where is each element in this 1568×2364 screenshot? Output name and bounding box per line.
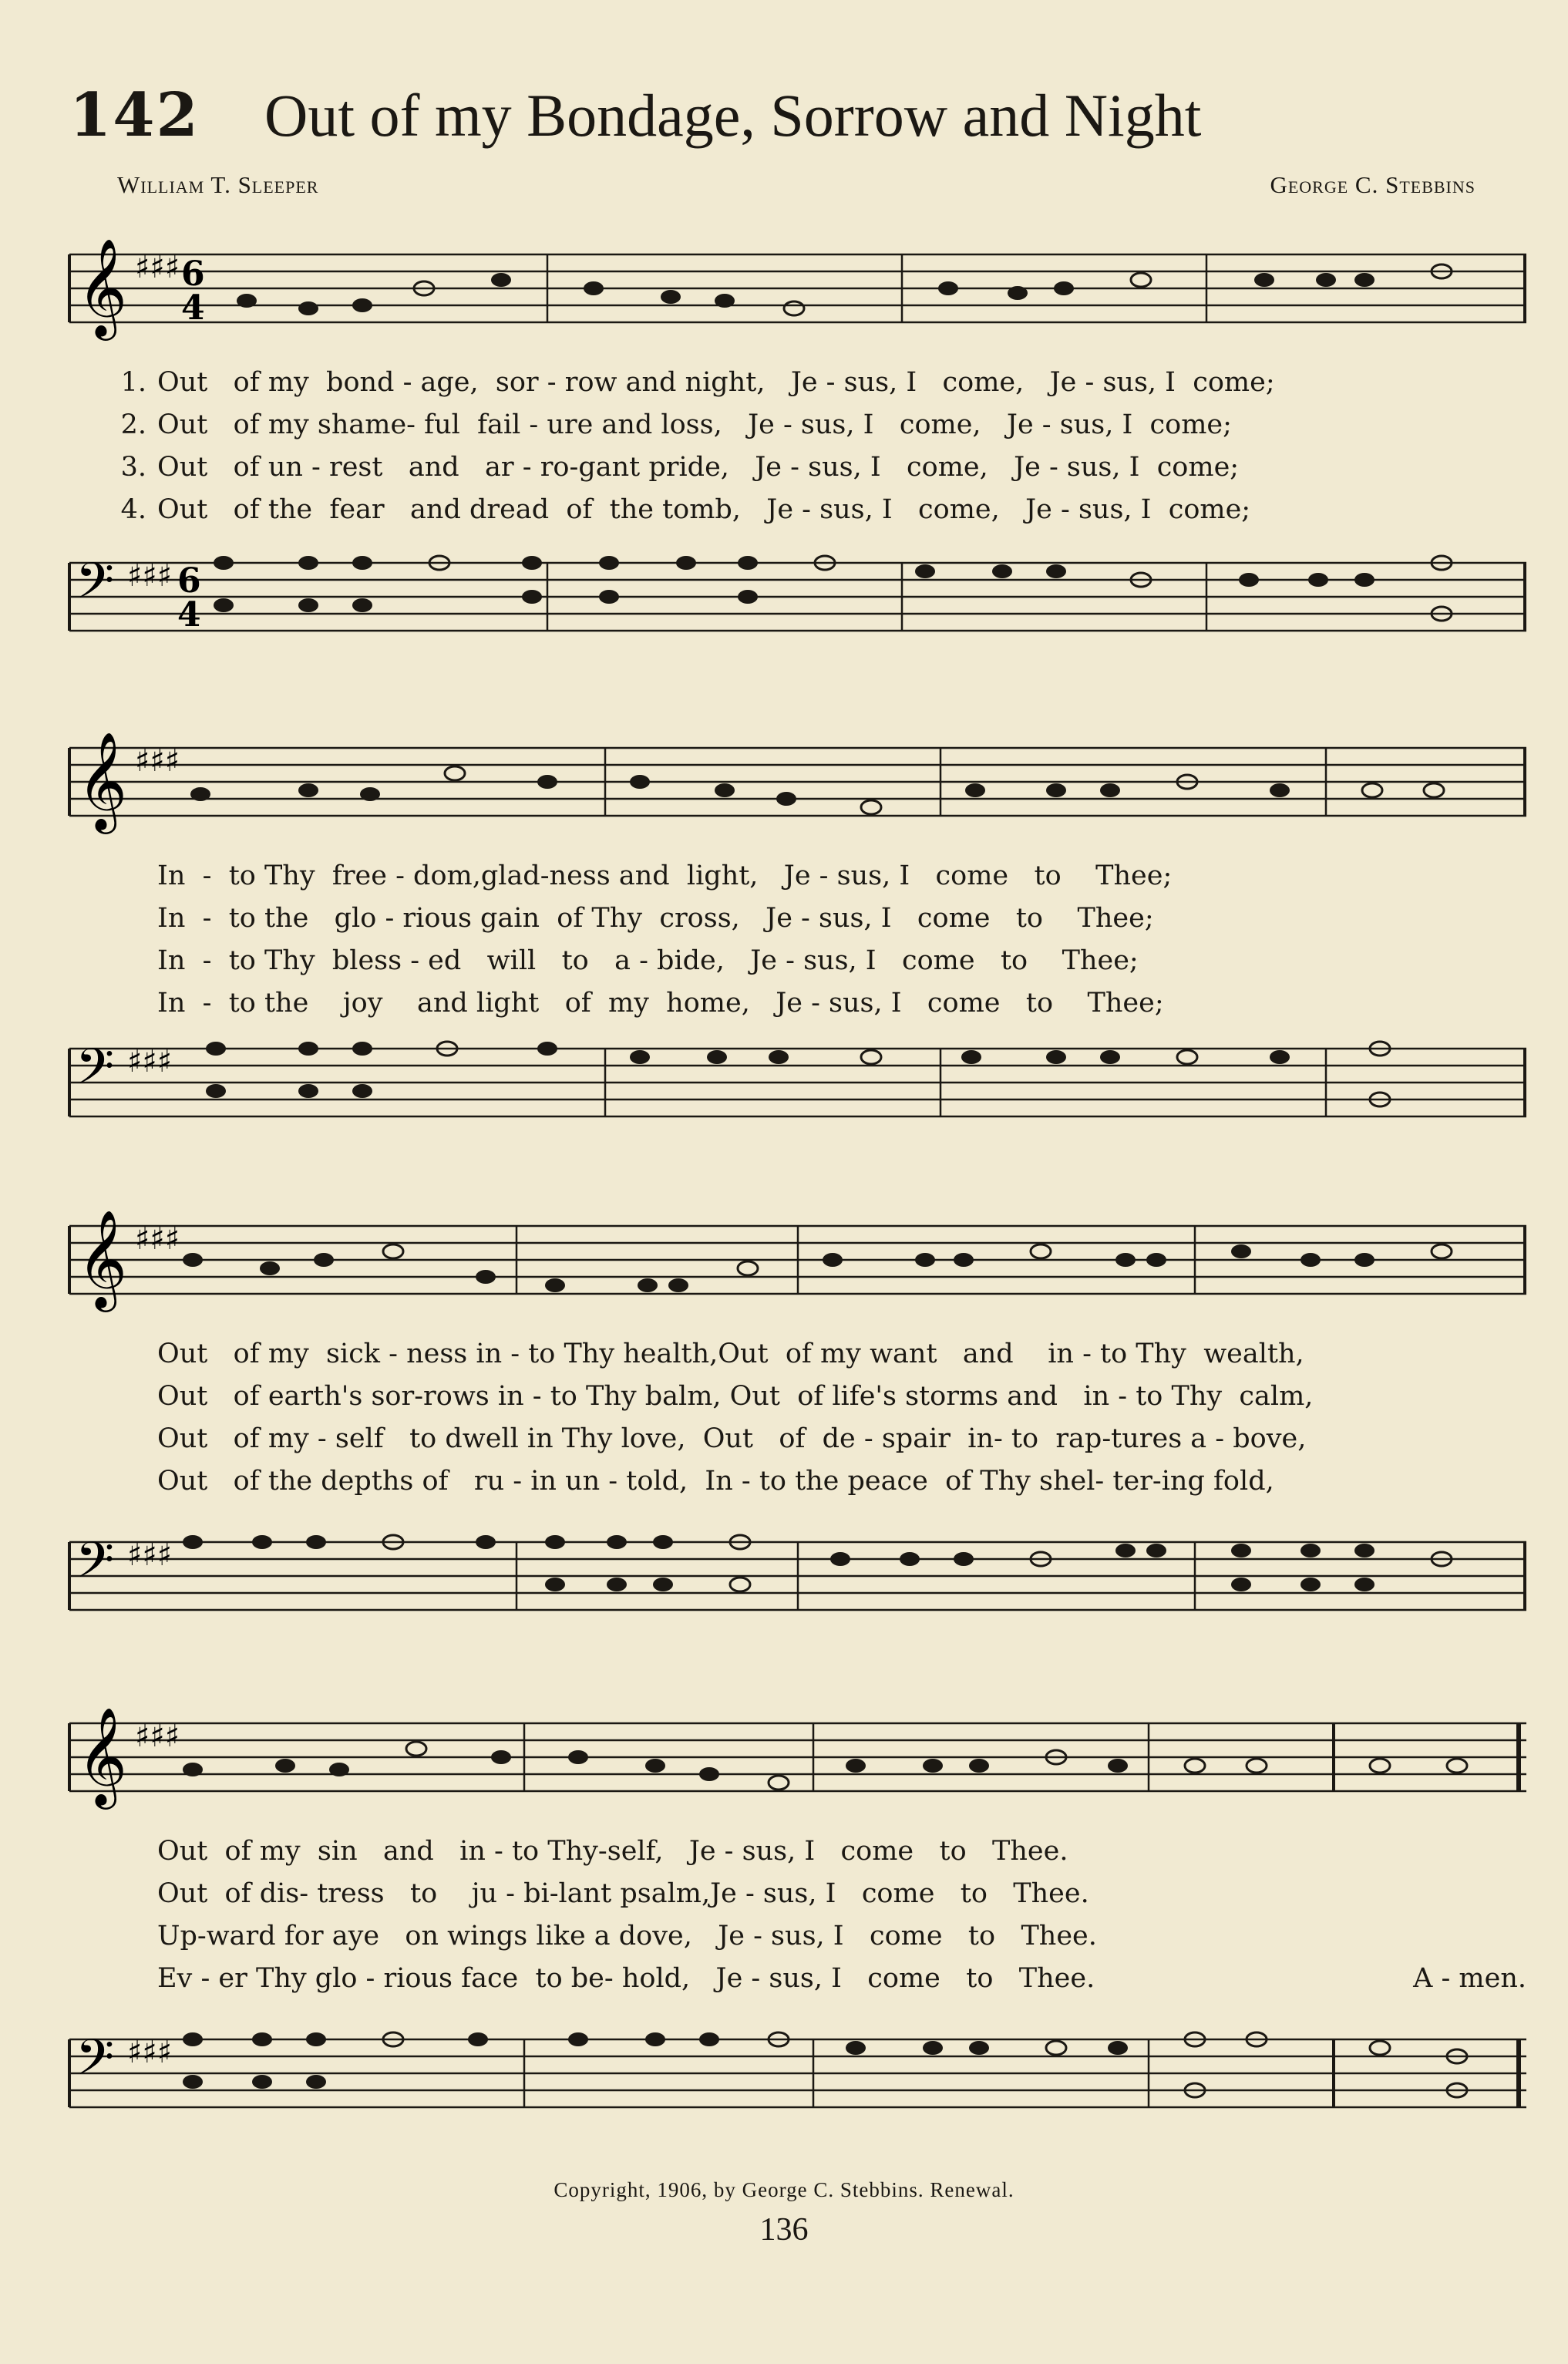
bass-staff-4 bbox=[54, 2016, 1526, 2147]
lyric-line: 1. Out of my bond - age, sor - row and night, Je - sus, I come, Je - sus, I come; bbox=[120, 367, 1275, 398]
svg-text:♯♯♯: ♯♯♯ bbox=[135, 1221, 180, 1257]
svg-text:♯♯♯: ♯♯♯ bbox=[127, 1044, 173, 1079]
lyric-line: In - to Thy free - dom,glad-ness and light, Je - sus, I come to Thee; bbox=[157, 860, 1173, 891]
lyric-line: In - to Thy bless - ed will to a - bide, Je - sus, I come to Thee; bbox=[157, 945, 1139, 976]
lyric-line: Out of dis- tress to ju - bi-lant psalm,Je - sus, I come to Thee. bbox=[157, 1878, 1089, 1909]
svg-text:♯♯♯: ♯♯♯ bbox=[135, 250, 180, 285]
hymn-header bbox=[69, 77, 1503, 154]
music-system-4 bbox=[54, 1677, 1526, 2155]
svg-text:6: 6 bbox=[181, 254, 205, 294]
lyric-line: Out of earth's sor-rows in - to Thy balm, Out of life's storms and in - to Thy calm, bbox=[157, 1381, 1314, 1412]
treble-clef-icon: 𝄞 bbox=[77, 1209, 128, 1308]
lyricist-credit: William T. Sleeper bbox=[117, 171, 319, 198]
treble-clef-icon: 𝄞 bbox=[77, 1706, 128, 1805]
lyric-line: Ev - er Thy glo - rious face to be- hold, Je - sus, I come to Thee. A - men. bbox=[54, 1958, 1526, 1999]
bass-clef-icon: 𝄢 bbox=[76, 2029, 115, 2099]
composer-credit: George C. Stebbins bbox=[1270, 171, 1475, 198]
bass-staff-3 bbox=[54, 1519, 1526, 1650]
page-number: 136 bbox=[759, 2212, 809, 2248]
hymn-number: 142 bbox=[69, 80, 200, 150]
lyric-line: 2. Out of my shame- ful fail - ure and loss, Je - sus, I come, Je - sus, I come; bbox=[120, 409, 1232, 440]
svg-text:4: 4 bbox=[177, 595, 201, 635]
treble-staff-4 bbox=[54, 1692, 1526, 1824]
treble-clef-icon: 𝄞 bbox=[77, 731, 128, 830]
svg-text:♯♯♯: ♯♯♯ bbox=[127, 1537, 173, 1573]
svg-text:6: 6 bbox=[177, 561, 201, 601]
music-system-1 bbox=[54, 208, 1526, 671]
lyric-line: Out of my - self to dwell in Thy love, Out of de - spair in- to rap-tures a - bove, bbox=[157, 1423, 1307, 1454]
lyric-line: 3. Out of un - rest and ar - ro-gant pride, Je - sus, I come, Je - sus, I come; bbox=[120, 452, 1240, 483]
lyric-line: Out of my sick - ness in - to Thy health,Out of my want and in - to Thy wealth, bbox=[157, 1339, 1304, 1369]
bass-clef-icon: 𝄢 bbox=[76, 553, 115, 622]
treble-staff-1 bbox=[54, 224, 1526, 355]
copyright-notice: Copyright, 1906, by George C. Stebbins. Renewal. bbox=[554, 2178, 1014, 2201]
hymn-title: Out of my Bondage, Sorrow and Night bbox=[264, 82, 1202, 149]
bass-clef-icon: 𝄢 bbox=[76, 1532, 115, 1601]
treble-staff-2 bbox=[54, 717, 1526, 848]
bass-clef-icon: 𝄢 bbox=[76, 1039, 115, 1108]
bass-staff-1 bbox=[54, 540, 1526, 671]
svg-text:4: 4 bbox=[181, 288, 205, 328]
lyric-line: Out of the depths of ru - in un - told, In - to the peace of Thy shel- ter-ing fold, bbox=[157, 1466, 1274, 1497]
svg-text:♯♯♯: ♯♯♯ bbox=[135, 1719, 180, 1754]
music-system-2 bbox=[54, 702, 1526, 1164]
bass-staff-2 bbox=[54, 1025, 1526, 1157]
lyric-line: In - to the glo - rious gain of Thy cross, Je - sus, I come to Thee; bbox=[157, 903, 1154, 934]
svg-text:♯♯♯: ♯♯♯ bbox=[127, 2035, 173, 2070]
treble-clef-icon: 𝄞 bbox=[77, 237, 128, 336]
treble-staff-3 bbox=[54, 1195, 1526, 1326]
svg-text:♯♯♯: ♯♯♯ bbox=[135, 743, 180, 779]
svg-text:♯♯♯: ♯♯♯ bbox=[127, 558, 173, 594]
lyric-line: Up-ward for aye on wings like a dove, Je - sus, I come to Thee. bbox=[157, 1921, 1097, 1951]
music-system-3 bbox=[54, 1180, 1526, 1658]
lyric-line: Out of my sin and in - to Thy-self, Je - sus, I come to Thee. bbox=[157, 1836, 1068, 1867]
lyric-line: In - to the joy and light of my home, Je - sus, I come to Thee; bbox=[157, 988, 1164, 1019]
amen-text: A - men. bbox=[1413, 1963, 1526, 1994]
lyric-line: 4. Out of the fear and dread of the tomb, Je - sus, I come, Je - sus, I come; bbox=[120, 494, 1251, 525]
